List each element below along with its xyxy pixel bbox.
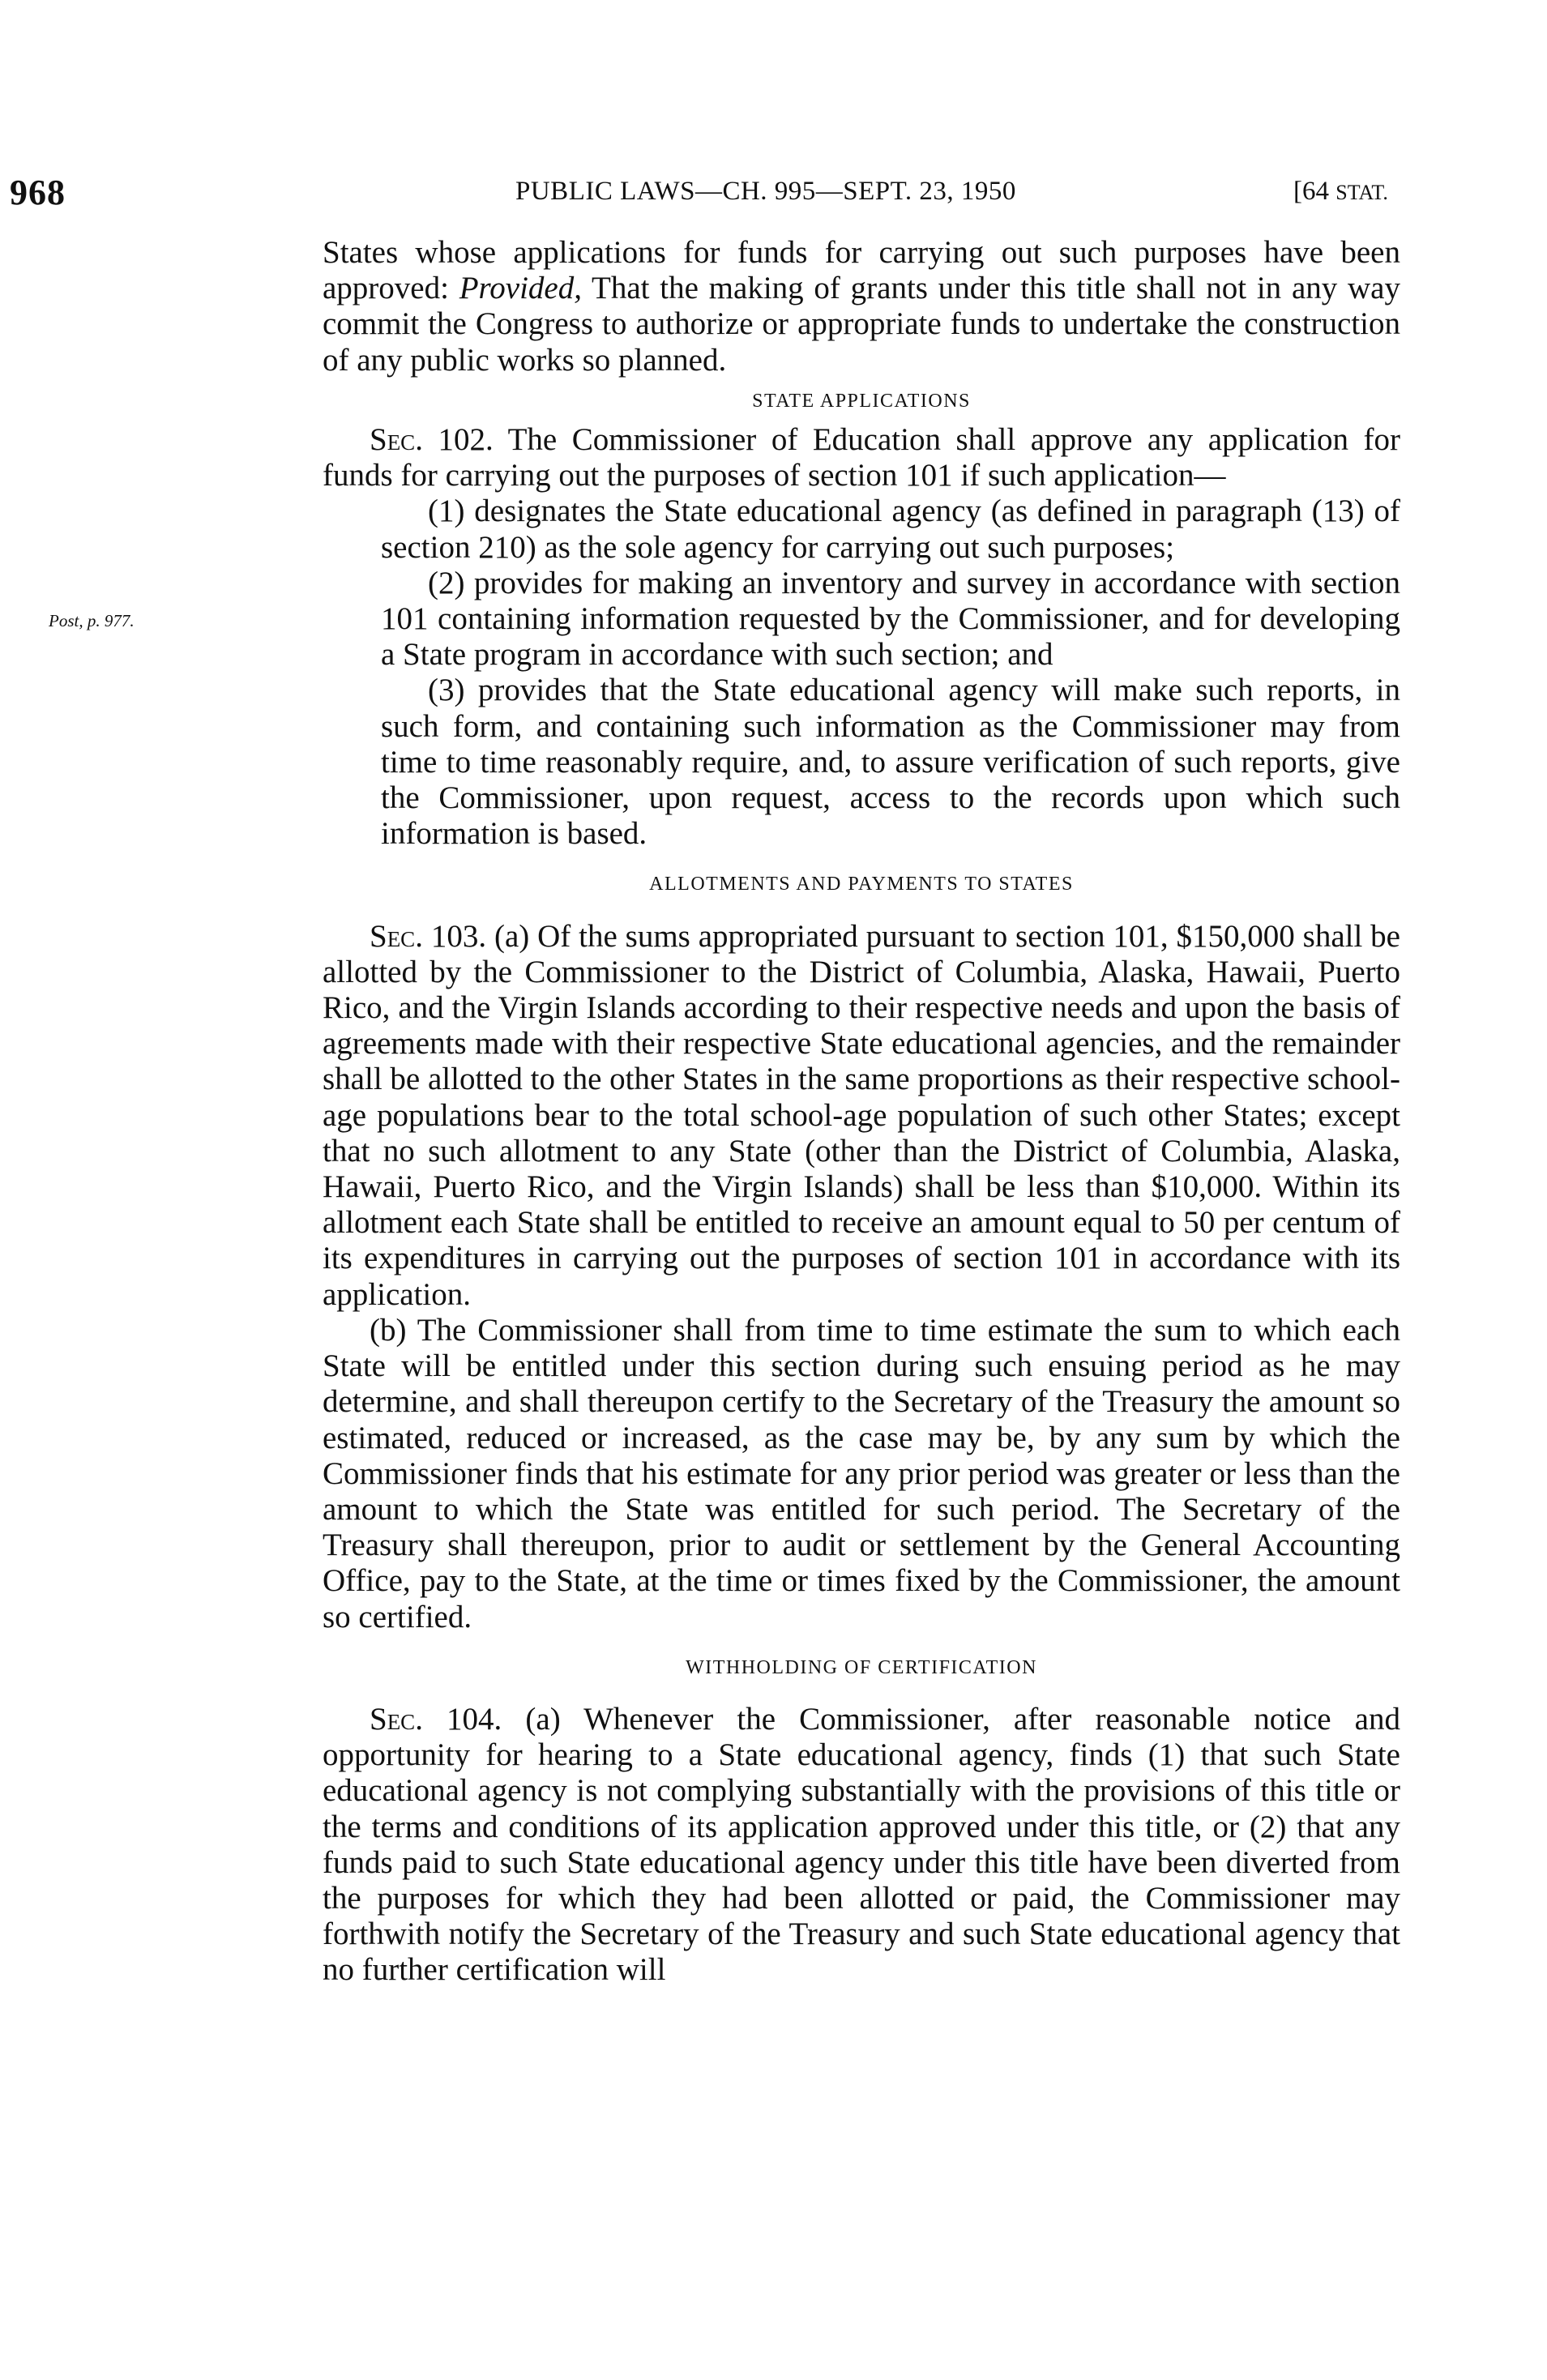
sec103-paragraph-b: (b) The Commissioner shall from time to time estimate the sum to which each State will be entitled under this section during such ensuing period as he may determine, and shall thereupon certify to the Secretary of the Treasury the amount so estimated, reduced or increased, as the case may be, by any sum by which the Commissioner finds that his estimate for any prior period was greater or less than the amount to which the State was entitled for such period. The Secretary of the Treasury shall thereupon, prior to audit or settlement by the General Accounting Office, pay to the State, at the time or times fixed by the Commissioner, the amount so certified. <box>323 1312 1400 1634</box>
sec102-clause-2: (2) provides for making an inventory and survey in accordance with section 101 containing information requested by the Commissioner, and for developing a State program in accordance with such section; and <box>381 565 1400 673</box>
sec103-paragraph-a <box>323 919 1400 1313</box>
intro-paragraph <box>323 235 1400 378</box>
sec104-label: Sec. 104. <box>370 1701 502 1737</box>
statute-reference-prefix: [64 <box>1293 177 1336 206</box>
sec102-paragraph <box>323 422 1400 494</box>
sec104-heading: WITHHOLDING OF CERTIFICATION <box>686 1656 1037 1678</box>
sec102-clause-3: (3) provides that the State educational agency will make such reports, in such form, and containing such information as the Commissioner may from time to time reasonably require, and, to assure verification of such reports, give the Commissioner, upon request, access to the records upon which such information is based. <box>381 673 1400 852</box>
sec103-label: Sec. 103. <box>370 918 487 954</box>
margin-note: Post, p. 977. <box>49 611 135 630</box>
sec103-text-a: (a) Of the sums appropriated pursuant to section 101, $150,000 shall be allotted by the Commissioner to the District of Columbia, Alaska, Hawaii, Puerto Rico, and the Virgin Islands according to their respective needs and upon the basis of agreements made with their respective State educational agencies, and the remainder shall be allotted to the other States in the same proportions as their respective school-age populations bear to the total school-age population of such other States; except that no such allotment to any State (other than the District of Columbia, Alaska, Hawaii, Puerto Rico, and the Virgin Islands) shall be less than $10,000. Within its allotment each State shall be entitled to receive an amount equal to 50 per centum of its expenditures in carrying out the purposes of section 101 in accordance with its application. <box>323 918 1400 1312</box>
statute-reference <box>1293 177 1388 207</box>
intro-text-after: That the making of grants under this title shall not in any way commit the Congress to authorize or appropriate funds to undertake the construction of any public works so planned. <box>323 271 1400 378</box>
statute-reference-stat: STAT. <box>1335 181 1388 204</box>
sec104-paragraph <box>323 1702 1400 1989</box>
body-text <box>323 235 1400 1989</box>
sec102-text: The Commissioner of Education shall approve any application for funds for carrying out the purposes of section 101 if such application— <box>323 422 1401 494</box>
page-number: 968 <box>10 173 66 212</box>
intro-provided: Provided, <box>459 271 582 306</box>
running-head: PUBLIC LAWS—CH. 995—SEPT. 23, 1950 <box>515 177 1016 206</box>
intro-text-before: States whose applications for funds for carrying out such purposes have been approved: <box>323 235 1400 306</box>
sec104-text: (a) Whenever the Commissioner, after reasonable notice and opportunity for hearing to a State educational agency, finds (1) that such State educational agency is not complying substantially with the provisions of this title or the terms and conditions of its application approved under this title, or (2) that any funds paid to such State educational agency under this title have been diverted from the purposes for which they had been allotted or paid, the Commissioner may forthwith notify the Secretary of the Treasury and such State educational agency that no further certification will <box>323 1701 1400 1988</box>
sec102-heading: STATE APPLICATIONS <box>752 390 971 412</box>
sec102-clause-1: (1) designates the State educational agency (as defined in paragraph (13) of section 210) as the sole agency for carrying out such purposes; <box>381 494 1400 565</box>
sec102-label: Sec. 102. <box>370 422 494 458</box>
sec103-heading: ALLOTMENTS AND PAYMENTS TO STATES <box>649 874 1074 895</box>
